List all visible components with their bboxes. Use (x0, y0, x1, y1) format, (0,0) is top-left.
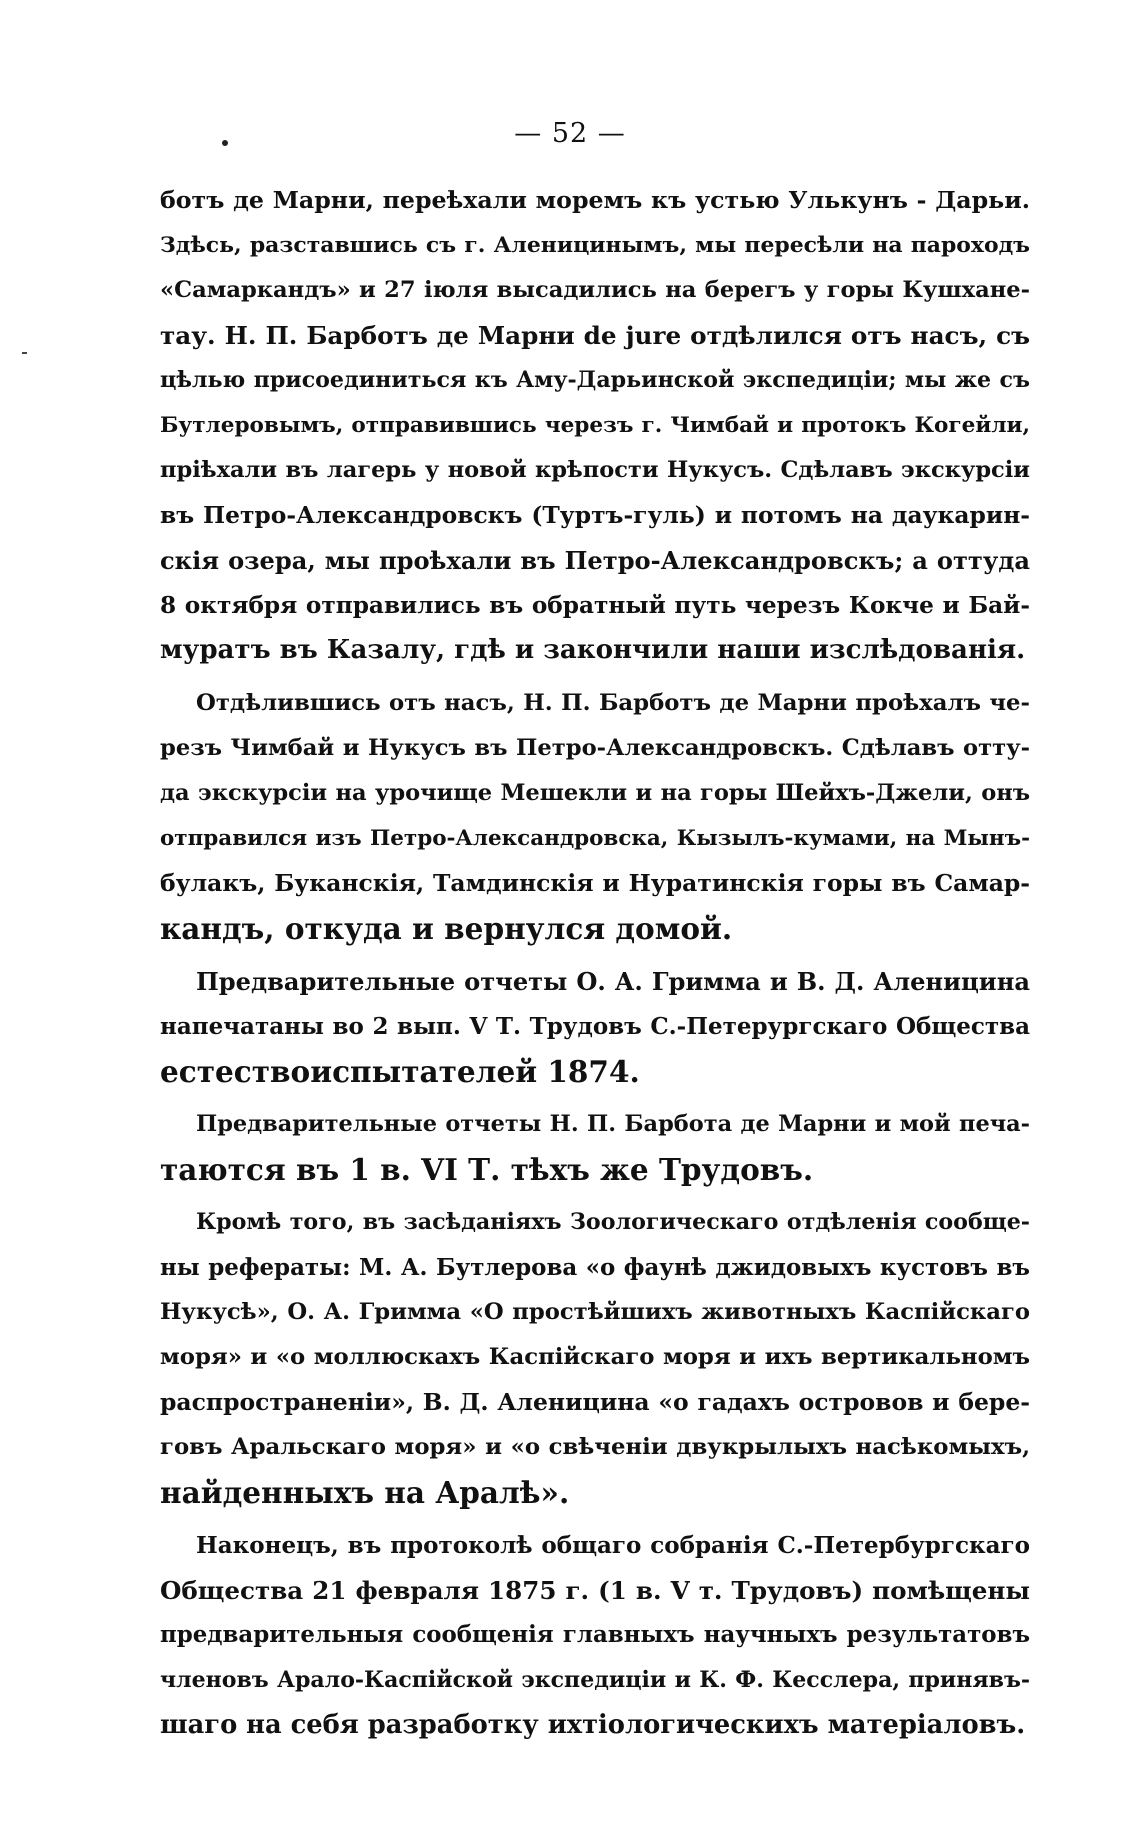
text-line: резъ Чимбай и Нукусъ въ Петро-Александровскъ. Сдѣлавъ отту- (160, 735, 1030, 761)
paragraph-1 (160, 178, 1030, 673)
scan-mark (22, 352, 27, 354)
text-line: булакъ, Буканскія, Тамдинскія и Нуратинскія горы въ Самар- (160, 869, 1030, 897)
text-line: «Самаркандъ» и 27 іюля высадились на берегъ у горы Кушхане- (160, 277, 1030, 303)
text-line: предварительныя сообщенія главныхъ научныхъ результатовъ (160, 1622, 1030, 1648)
text-line: 8 октября отправились въ обратный путь черезъ Кокче и Бай- (160, 592, 1030, 619)
paragraph-2 (160, 681, 1030, 951)
text-line: естествоиспытателей 1874. (160, 1054, 640, 1089)
text-line: тау. Н. П. Барботъ де Марни de jure отдѣлился отъ насъ, съ (160, 321, 1030, 350)
text-line: пріѣхали въ лагерь у новой крѣпости Нукусъ. Сдѣлавъ экскурсіи (160, 457, 1030, 483)
text-line: найденныхъ на Аралѣ». (160, 1475, 570, 1510)
text-line: напечатаны во 2 вып. V Т. Трудовъ С.-Петерургскаго Общества (160, 1013, 1030, 1040)
paragraph-4 (160, 1102, 1030, 1192)
text-line: Предварительные отчеты Н. П. Барбота де Марни и мой печа- (196, 1111, 1030, 1137)
text-line: членовъ Арало-Каспійской экспедиціи и К. Ф. Кесслера, принявъ- (160, 1667, 1030, 1693)
text-line: кандъ, откуда и вернулся домой. (160, 911, 733, 946)
text-line: Нукусѣ», О. А. Гримма «О простѣйшихъ животныхъ Каспійскаго (160, 1299, 1030, 1325)
text-line: скія озера, мы проѣхали въ Петро-Александровскъ; а оттуда (160, 546, 1030, 575)
paragraph-5 (160, 1200, 1030, 1515)
paragraph-3 (160, 959, 1030, 1094)
text-line: говъ Аральскаго моря» и «о свѣченіи двукрылыхъ насѣкомыхъ, (160, 1434, 1030, 1460)
text-line: муратъ въ Казалу, гдѣ и закончили наши изслѣдованія. (160, 635, 1026, 665)
text-line: ботъ де Марни, переѣхали моремъ къ устью Улькунъ - Дарьи. (160, 186, 1030, 214)
text-line: моря» и «о моллюскахъ Каспійскаго моря и ихъ вертикальномъ (160, 1344, 1030, 1370)
text-line: ны рефераты: М. А. Бутлерова «о фаунѣ джидовыхъ кустовъ въ (160, 1254, 1030, 1281)
text-line: таются въ 1 в. VI Т. тѣхъ же Трудовъ. (160, 1152, 814, 1187)
text-line: въ Петро-Александровскъ (Туртъ-гуль) и потомъ на даукарин- (160, 501, 1030, 529)
text-line: отправился изъ Петро-Александровска, Кызылъ-кумами, на Мынъ- (160, 826, 1030, 851)
text-line: Здѣсь, разставшись съ г. Аленицинымъ, мы пересѣли на пароходъ (160, 232, 1030, 258)
text-line: Бутлеровымъ, отправившись черезъ г. Чимбай и протокъ Когейли, (160, 413, 1030, 438)
body-text (160, 178, 1030, 1748)
text-line: Наконецъ, въ протоколѣ общаго собранія С.-Петербургскаго (196, 1532, 1030, 1559)
text-line: Кромѣ того, въ засѣданіяхъ Зоологическаго отдѣленія сообще- (196, 1209, 1030, 1235)
paragraph-6 (160, 1523, 1030, 1748)
text-line: да экскурсіи на урочище Мешекли и на горы Шейхъ-Джели, онъ (160, 780, 1030, 806)
text-line: Предварительные отчеты О. А. Гримма и В. Д. Аленицина (196, 967, 1030, 996)
text-line: Общества 21 февраля 1875 г. (1 в. V т. Трудовъ) помѣщены (160, 1576, 1030, 1605)
text-line: распространеніи», В. Д. Аленицина «о гадахъ островов и бере- (160, 1388, 1030, 1416)
text-line: шаго на себя разработку ихтіологическихъ матеріаловъ. (160, 1710, 1026, 1740)
text-line: цѣлью присоединиться къ Аму-Дарьинской экспедиціи; мы же съ (160, 367, 1030, 393)
page-number: — 52 — (514, 118, 626, 149)
text-line: Отдѣлившись отъ насъ, Н. П. Барботъ де Марни проѣхалъ че- (196, 690, 1030, 716)
